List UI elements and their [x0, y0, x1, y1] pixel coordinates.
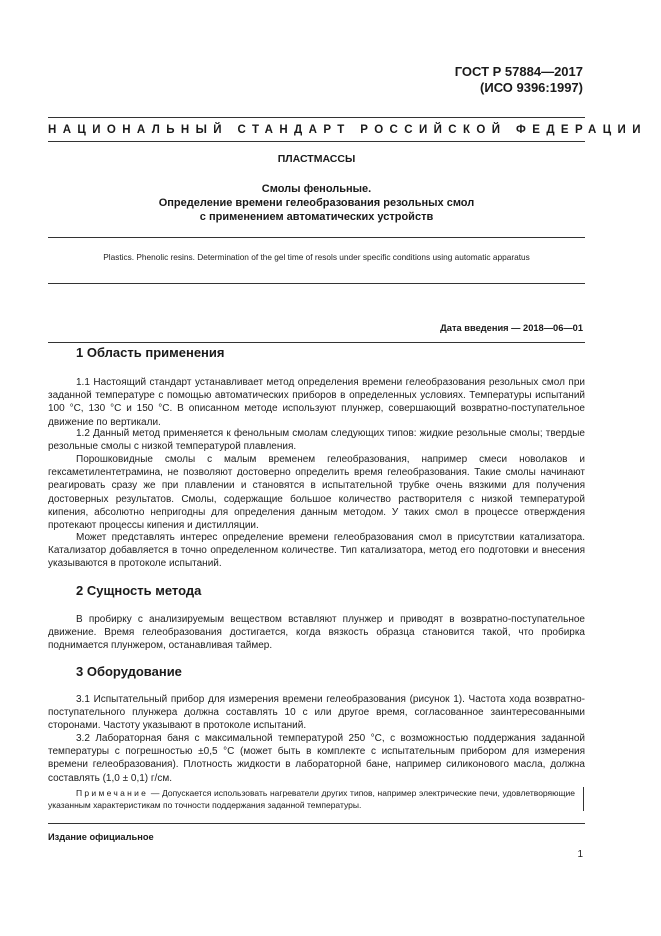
official-edition-label: Издание официальное — [48, 832, 154, 842]
english-top-rule — [48, 237, 585, 238]
standard-number: ГОСТ Р 57884—2017 — [454, 64, 583, 79]
title-rule — [48, 141, 585, 142]
subtitle-line-3: с применением автоматических устройств — [199, 211, 434, 223]
paragraph-1-3: Порошковидные смолы с малым временем гелеобразования, например смеси новолаков и гексаметилентетрамина, не позволяют достоверно определить время гелеобразования. Такие смолы начинают реагировать сразу же при плавлении и становятся в испытательной трубке очень вязкими для получения достоверных результатов. Смолы, содержащие большое количество растворителя с низкой температурой кипения, абсолютно непригодны для определения данным методом. У таких смол в процессе отверждения протекают процессы кипения и дистилляции. — [48, 454, 585, 532]
effective-date: Дата введения — 2018—06—01 — [440, 323, 583, 333]
section-3-heading: 3 Оборудование — [76, 664, 182, 679]
note-text: — Допускается использовать нагреватели других типов, например электрические печи, удовлетворяющие указанным характеристикам по точности поддержания заданной температуры. — [48, 788, 575, 810]
section-1-heading: 1 Область применения — [76, 345, 225, 360]
page-number: 1 — [577, 849, 583, 860]
note-label: Примечание — [76, 788, 149, 798]
paragraph-3-1: 3.1 Испытательный прибор для измерения времени гелеобразования (рисунок 1). Частота хода возвратно-поступательного плунжера должна составлять 10 с или другое время, согласованное заинтересованными сторонами. Частоту указывают в протоколе испытаний. — [48, 694, 585, 732]
section-2-heading: 2 Сущность метода — [76, 583, 202, 598]
national-standard-heading: НАЦИОНАЛЬНЫЙ СТАНДАРТ РОССИЙСКОЙ ФЕДЕРАЦИИ — [48, 124, 647, 136]
subtitle-line-1: Смолы фенольные. — [261, 183, 372, 195]
subtitle-line-2: Определение времени гелеобразования резольных смол — [158, 197, 475, 209]
date-rule — [48, 342, 585, 343]
document-subtitle — [48, 182, 585, 224]
document-title: ПЛАСТМАССЫ — [277, 153, 356, 165]
paragraph-2-1: В пробирку с анализируемым веществом вставляют плунжер и приводят в возвратно-поступательное движение. Время гелеобразования достигается, когда вязкость образца становится такой, что пробирка поднимается плунжером, останавливая таймер. — [48, 614, 585, 652]
footer-rule — [48, 823, 585, 824]
top-rule — [48, 117, 585, 118]
paragraph-1-2: 1.2 Данный метод применяется к фенольным смолам следующих типов: жидкие резольные смолы; твердые резольные смолы с низкой температурой плавления. — [48, 428, 585, 453]
english-title: Plastics. Phenolic resins. Determination of the gel time of resols under specific conditions using automatic apparatus — [103, 252, 530, 262]
note-block — [48, 787, 584, 811]
paragraph-1-1: 1.1 Настоящий стандарт устанавливает метод определения времени гелеобразования резольных смол при заданной температуре с помощью автоматических приборов в определенных условиях. Температуры испытаний 100 °С, 130 °С и 150 °С. В описанном методе используют плунжер, совершающий возвратно-поступательное движение по вертикали. — [48, 377, 585, 428]
standard-code — [455, 64, 583, 96]
iso-reference: (ИСО 9396:1997) — [480, 80, 583, 95]
paragraph-1-4: Может представлять интерес определение времени гелеобразования смол в присутствии катализатора. Катализатор добавляется в точно определенном количестве. Тип катализатора, метод его подготовки и внесения указываются в протоколе испытаний. — [48, 532, 585, 570]
english-bottom-rule — [48, 283, 585, 284]
paragraph-3-2: 3.2 Лабораторная баня с максимальной температурой 250 °С, с возможностью поддержания заданной температуры с погрешностью ±0,5 °С (может быть в комплекте с испытательным прибором для измерения времени гелеобразования). Плотность жидкости в лабораторной бане, например силиконового масла, должна составлять (1,0 ± 0,1) г/см. — [48, 733, 585, 784]
